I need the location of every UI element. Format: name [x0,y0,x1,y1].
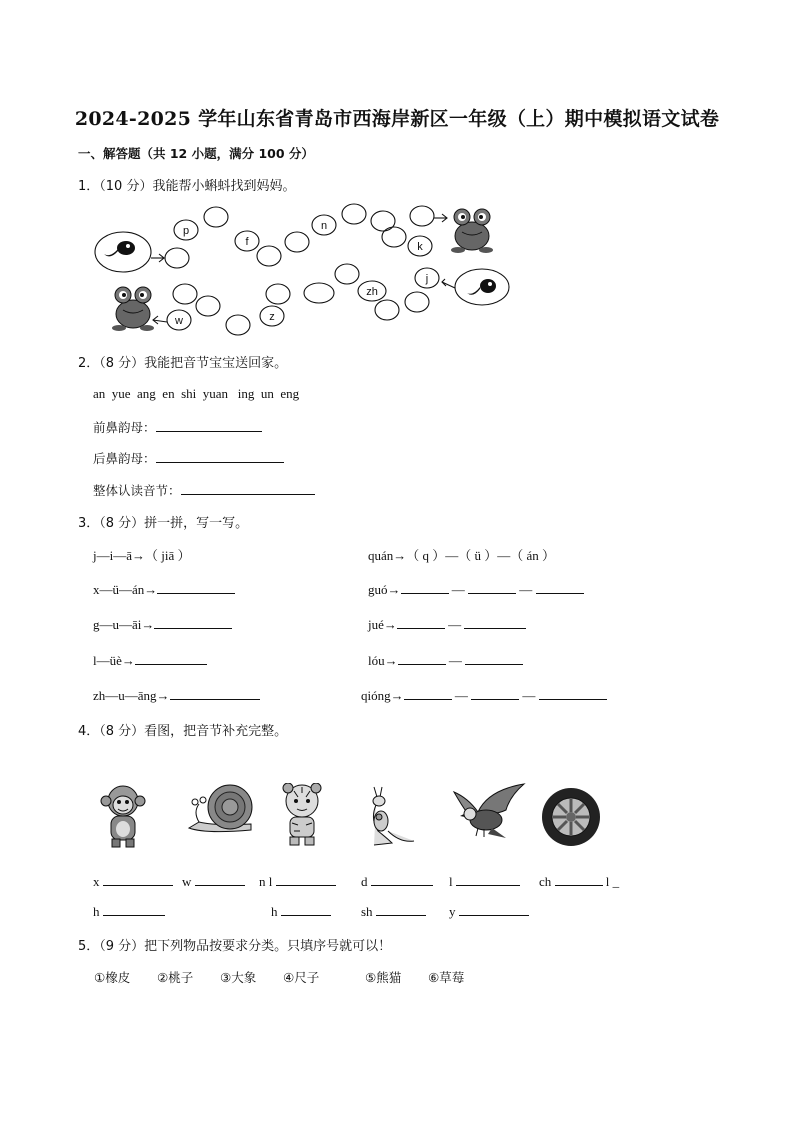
answer-blank[interactable] [135,652,207,665]
spell-prompt: j—i—ā→（ jiā ） [93,548,191,563]
item-option: ①橡皮 [94,970,131,985]
frog-icon [111,284,155,332]
eagle-icon [448,782,530,842]
answer-blank[interactable] [154,616,232,629]
syllable-blank [449,873,520,890]
spell-prompt: x—ü—án→ [93,582,158,597]
syllable-blank [361,903,426,920]
item-option: ③大象 [220,970,257,985]
spell-row-left [93,652,207,669]
answer-blank[interactable] [156,419,262,432]
spell-row-right: jué→ — [368,616,526,633]
frog-icon [450,206,494,254]
item-option: ④尺子 [283,970,320,985]
answer-blank[interactable] [281,903,331,916]
spell-prompt: l—üè→ [93,653,135,668]
oval-label: f [245,236,249,248]
snail-icon [185,782,255,836]
oval-label: k [417,241,423,253]
section-heading: 一、解答题（共 12 小题，满分 100 分） [78,146,314,161]
syllable-blank [182,873,245,890]
spell-row-right: lóu→ — [368,652,523,669]
answer-blank[interactable] [103,873,173,886]
answer-blank[interactable] [170,687,260,700]
tire-icon [540,786,602,848]
page-title: 2024-2025 学年山东省青岛市西海岸新区一年级（上）期中模拟语文试卷 [74,108,720,130]
answer-row-front-nasal [93,418,262,436]
oval-label: n [320,220,328,232]
item-option: ②桃子 [157,970,194,985]
spell-prompt: g—u—āi→ [93,617,155,632]
answer-blank[interactable] [539,687,607,700]
initial-letter: d [361,874,368,889]
answer-blank[interactable] [404,687,452,700]
row-label: 前鼻韵母： [93,420,156,435]
answer-blank[interactable] [181,482,315,495]
initial-letter: l _ [605,874,620,889]
spell-row-left [93,687,260,704]
initial-letter: y [449,904,456,919]
answer-blank[interactable] [465,652,523,665]
answer-blank[interactable] [276,873,336,886]
monkey-icon [94,783,152,849]
answer-blank[interactable] [401,581,449,594]
spell-prompt: guó→ [368,582,401,597]
syllable-blank [539,873,619,890]
spell-prompt: qióng→ [361,688,404,703]
answer-blank[interactable] [536,581,584,594]
answer-blank[interactable] [468,581,516,594]
spell-row-left [93,545,191,564]
syllable-blank [271,903,331,920]
row-label: 后鼻韵母： [93,451,156,466]
oval-label: j [425,273,429,285]
kangaroo-icon [360,783,418,849]
spell-prompt: quán→（ q ）—（ ü ）—（ án ） [368,548,556,563]
answer-blank[interactable] [397,616,445,629]
answer-blank[interactable] [398,652,446,665]
tiger-icon [274,783,330,847]
question-2: 2．（8 分）我能把音节宝宝送回家。 [78,356,288,371]
initial-letter: ch [539,874,552,889]
answer-blank[interactable] [471,687,519,700]
oval-label: p [182,225,190,237]
item-option: ⑤熊猫 [365,970,402,985]
question-5: 5．（9 分）把下列物品按要求分类。只填序号就可以！ [78,939,392,954]
initial-letter: h [271,904,278,919]
spell-prompt: zh—u—āng→ [93,688,170,703]
spell-row-left [93,616,232,633]
row-label: 整体认读音节： [93,483,181,498]
answer-blank[interactable] [464,616,526,629]
initial-letter: sh [361,904,373,919]
initial-letter: x [93,874,100,889]
syllable-blank [93,873,173,890]
oval-label: z [269,311,275,323]
answer-blank[interactable] [459,903,529,916]
initial-letter: w [182,874,192,889]
oval-label: zh [366,286,378,298]
spell-row-right: guó→ — — [368,581,584,598]
oval-label: w [175,315,183,327]
question-1: 1．（10 分）我能帮小蝌蚪找到妈妈。 [78,179,296,194]
initial-letter: l [449,874,453,889]
initial-letter: n l [259,874,273,889]
syllable-list: an yue ang en shi yuan ing un eng [93,386,300,401]
answer-blank[interactable] [376,903,426,916]
answer-blank[interactable] [195,873,245,886]
spell-row-right [368,545,555,564]
answer-row-back-nasal [93,449,284,467]
syllable-blank [259,873,336,890]
answer-row-whole-syllable [93,481,315,499]
answer-blank[interactable] [456,873,520,886]
answer-blank[interactable] [555,873,603,886]
spell-row-left [93,581,235,598]
syllable-blank [361,873,433,890]
spell-prompt: jué→ [368,617,397,632]
answer-blank[interactable] [156,450,284,463]
initial-letter: h [93,904,100,919]
question-4: 4．（8 分）看图，把音节补充完整。 [78,724,288,739]
syllable-blank [449,903,529,920]
syllable-blank [93,903,165,920]
answer-blank[interactable] [103,903,165,916]
item-option: ⑥草莓 [428,970,465,985]
question-3: 3．（8 分）拼一拼，写一写。 [78,516,249,531]
spell-prompt: lóu→ [368,653,398,668]
answer-blank[interactable] [371,873,433,886]
spell-row-right: qióng→ — — [361,687,607,704]
answer-blank[interactable] [157,581,235,594]
